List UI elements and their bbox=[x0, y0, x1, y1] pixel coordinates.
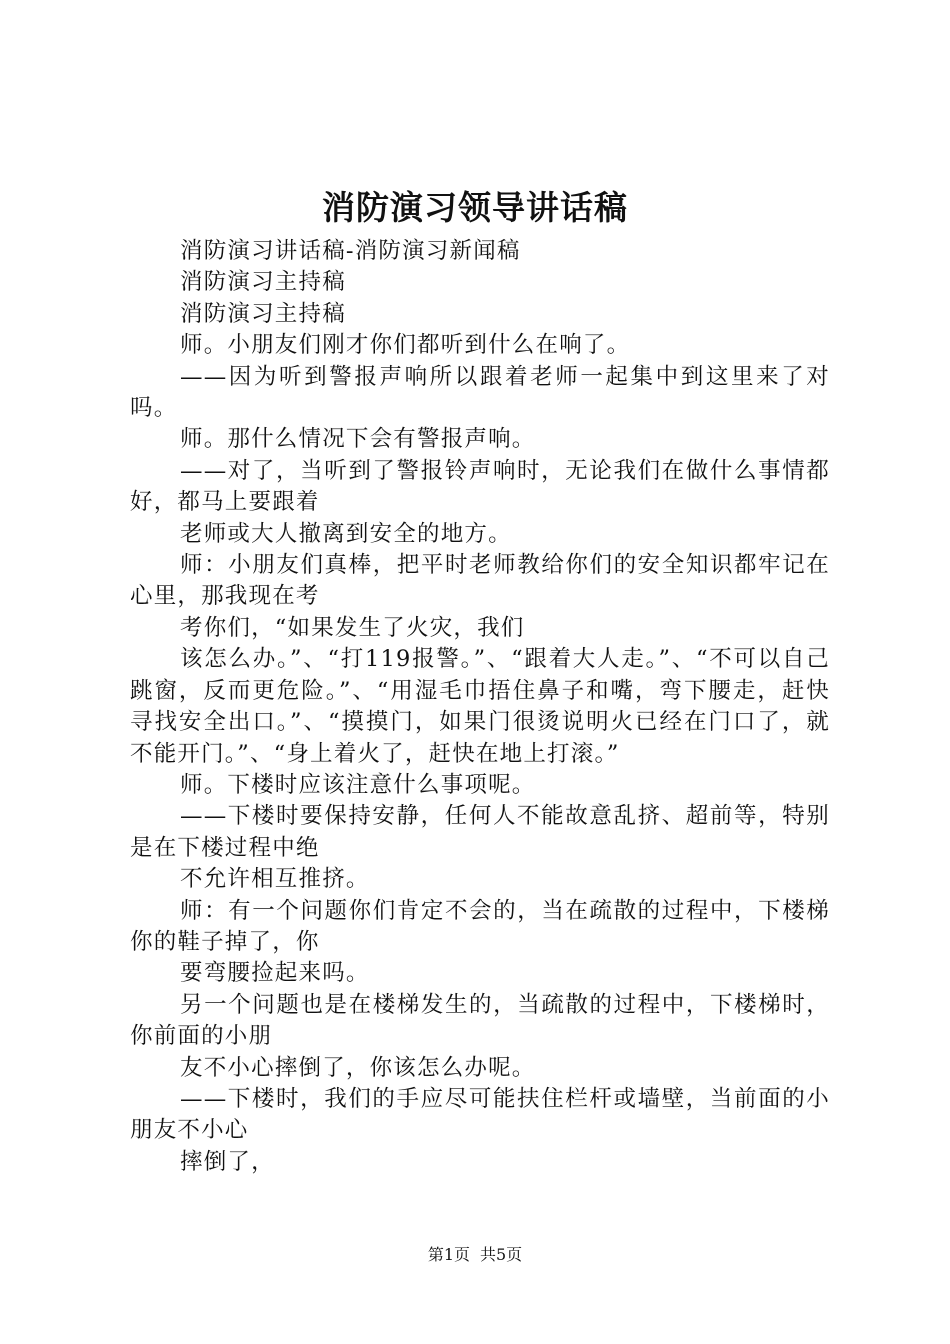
paragraph: 师。小朋友们刚才你们都听到什么在响了。 bbox=[180, 332, 631, 359]
page-footer bbox=[0, 1243, 950, 1267]
paragraph: 师：小朋友们真棒，把平时老师教给你们的安全知识都牢记在心里，那我现在考 bbox=[130, 552, 830, 610]
paragraph: 考你们，“如果发生了火灾，我们 bbox=[180, 614, 525, 641]
page-total: 共5页 bbox=[480, 1245, 523, 1264]
paragraph: 老师或大人撤离到安全的地方。 bbox=[180, 520, 512, 547]
paragraph: 消防演习讲话稿-消防演习新闻稿 bbox=[180, 238, 521, 264]
paragraph: 友不小心摔倒了，你该怎么办呢。 bbox=[180, 1054, 536, 1081]
page-number: 第1页 bbox=[427, 1245, 470, 1264]
paragraph: 师。那什么情况下会有警报声响。 bbox=[180, 426, 536, 453]
paragraph: ——下楼时要保持安静，任何人不能故意乱挤、超前等，特别是在下楼过程中绝 bbox=[130, 803, 830, 861]
paragraph: ——因为听到警报声响所以跟着老师一起集中到这里来了对吗。 bbox=[130, 363, 830, 422]
document-title: 消防演习领导讲话稿 bbox=[322, 188, 628, 227]
paragraph: 该怎么办。”、“打119报警。”、“跟着大人走。”、“不可以自己跳窗，反而更危险。”、“用湿毛巾捂住鼻子和嘴，弯下腰走，赶快寻找安全出口。”、“摸摸门，如果门很烫说明火已经在门口了，就不能开门。”、“身上着火了，赶快在地上打滚。” bbox=[130, 646, 830, 767]
paragraph: ——下楼时，我们的手应尽可能扶住栏杆或墙壁，当前面的小朋友不小心 bbox=[130, 1085, 830, 1144]
paragraph: 另一个问题也是在楼梯发生的，当疏散的过程中，下楼梯时，你前面的小朋 bbox=[130, 991, 830, 1050]
paragraph: 不允许相互推挤。 bbox=[180, 866, 370, 893]
paragraph: 消防演习主持稿 bbox=[180, 300, 346, 327]
paragraph: 师：有一个问题你们肯定不会的，当在疏散的过程中，下楼梯你的鞋子掉了，你 bbox=[130, 897, 830, 955]
paragraph: ——对了，当听到了警报铃声响时，无论我们在做什么事情都好，都马上要跟着 bbox=[130, 457, 830, 516]
document-body bbox=[130, 236, 830, 1178]
paragraph: 摔倒了， bbox=[180, 1148, 275, 1175]
paragraph: 师。下楼时应该注意什么事项呢。 bbox=[180, 771, 536, 798]
paragraph: 消防演习主持稿 bbox=[180, 269, 346, 296]
paragraph: 要弯腰捡起来吗。 bbox=[180, 960, 370, 987]
